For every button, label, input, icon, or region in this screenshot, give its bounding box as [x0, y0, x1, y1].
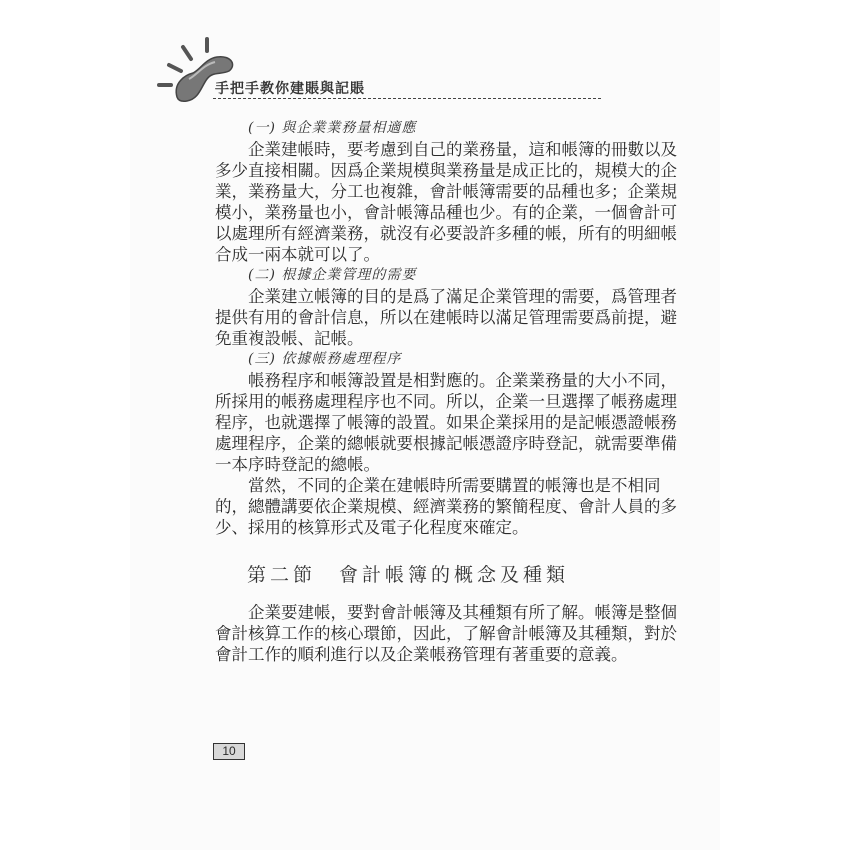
- paragraph-line: 程序，也就選擇了帳簿的設置。如果企業採用的是記帳憑證帳務: [215, 413, 677, 432]
- paragraph-line: 企業要建帳，要對會計帳簿及其種類有所了解。帳簿是整個: [248, 603, 677, 622]
- header-divider: [213, 98, 601, 99]
- subheading: (一) 與企業業務量相適應: [248, 120, 417, 136]
- paragraph-line: 企業建立帳簿的目的是爲了滿足企業管理的需要，爲管理者: [248, 287, 677, 306]
- paragraph-line: 企業建帳時，要考慮到自己的業務量，這和帳簿的冊數以及: [248, 140, 677, 159]
- section-paragraph: [215, 602, 677, 665]
- paragraph-line: 提供有用的會計信息，所以在建帳時以滿足管理需要爲前提，避: [215, 308, 677, 327]
- paragraph-line: 免重複設帳、記帳。: [215, 329, 364, 348]
- paragraph-line: 當然，不同的企業在建帳時所需要購置的帳簿也是不相同: [248, 476, 661, 495]
- body-text: [215, 118, 677, 538]
- paragraph-line: 以處理所有經濟業務，就沒有必要設許多種的帳，所有的明細帳: [215, 224, 677, 243]
- paragraph-line: 所採用的帳務處理程序也不同。所以，企業一旦選擇了帳務處理: [215, 392, 677, 411]
- page-number: 10: [213, 743, 245, 760]
- paragraph-line: 少、採用的核算形式及電子化程度來確定。: [215, 518, 529, 537]
- paragraph-line: 業，業務量大，分工也複雜，會計帳簿需要的品種也多；企業規: [215, 182, 677, 201]
- subheading: (三) 依據帳務處理程序: [248, 351, 402, 367]
- running-header-title: 手把手教你建賬與記賬: [215, 81, 365, 97]
- paragraph-line: 會計工作的順利進行以及企業帳務管理有著重要的意義。: [215, 645, 628, 664]
- paragraph-line: 帳務程序和帳簿設置是相對應的。企業業務量的大小不同，: [248, 371, 677, 390]
- paragraph-line: 的，總體講要依企業規模、經濟業務的繁簡程度、會計人員的多: [215, 497, 677, 516]
- paragraph-line: 會計核算工作的核心環節，因此，了解會計帳簿及其種類，對於: [215, 624, 677, 643]
- subheading: (二) 根據企業管理的需要: [248, 267, 417, 283]
- paragraph-line: 模小，業務量也小，會計帳簿品種也少。有的企業，一個會計可: [215, 203, 677, 222]
- section-title: 第二節 會計帳簿的概念及種類: [246, 564, 569, 586]
- paragraph-line: 處理程序，企業的總帳就要根據記帳憑證序時登記，就需要準備: [215, 434, 677, 453]
- paragraph-line: 合成一兩本就可以了。: [215, 245, 380, 264]
- paragraph-line: 一本序時登記的總帳。: [215, 455, 380, 474]
- paragraph-line: 多少直接相關。因爲企業規模與業務量是成正比的，規模大的企: [215, 161, 677, 180]
